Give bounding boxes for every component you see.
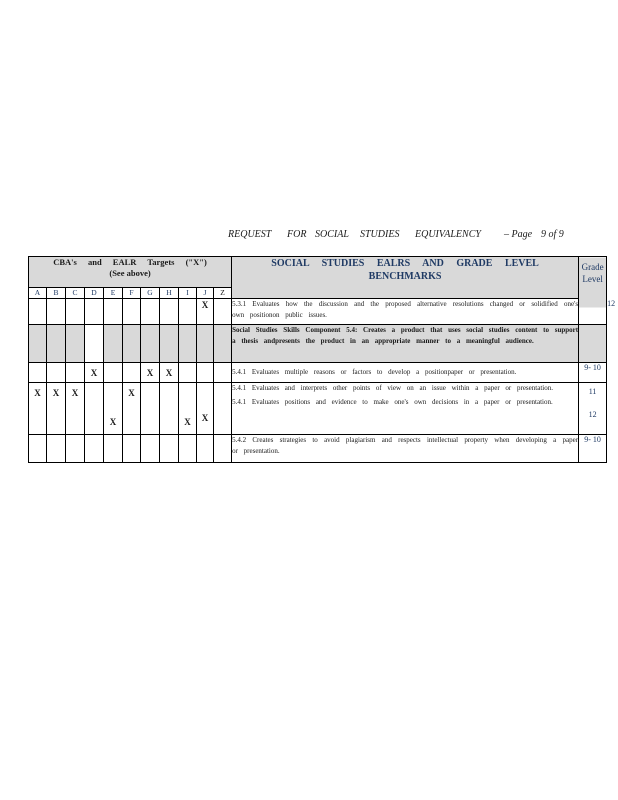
target-mark: X xyxy=(197,299,214,325)
target-mark: X xyxy=(29,383,47,435)
grade-level: 9- 10 xyxy=(579,363,607,383)
target-letter: I xyxy=(179,288,197,299)
grade-level-pair xyxy=(579,383,607,435)
target-mark: X xyxy=(66,383,85,435)
target-letter: G xyxy=(141,288,160,299)
target-mark: X xyxy=(123,383,141,435)
grade-level: 12 xyxy=(588,410,597,419)
skills-component-text: Social Studies Skills Component 5.4: Creates a product that uses social studies content to support a thesis andpresents the product in an appropriate manner to a meaningful audience. xyxy=(232,326,579,345)
title-word: FOR xyxy=(287,229,307,240)
benchmarks-header xyxy=(232,257,579,299)
target-letter: H xyxy=(160,288,179,299)
target-mark: X xyxy=(47,383,66,435)
target-mark: X xyxy=(104,383,123,435)
title-word: STUDIES xyxy=(360,229,400,240)
title-word: REQUEST xyxy=(228,229,272,240)
target-mark: X xyxy=(160,363,179,383)
target-letter: E xyxy=(104,288,123,299)
benchmark-text xyxy=(232,363,579,383)
target-letter: J xyxy=(197,288,214,299)
target-letter: Z xyxy=(214,288,232,299)
page-title xyxy=(228,229,568,245)
benchmark-text xyxy=(232,299,579,325)
grade-level: 9- 10 xyxy=(579,435,607,463)
benchmark-5-4-2: 5.4.2 Creates strategies to avoid plagiarism and respects intellectual property when developing a paper or presentation. xyxy=(232,436,579,455)
skills-component xyxy=(232,325,579,363)
target-letter: B xyxy=(47,288,66,299)
target-mark: X xyxy=(179,383,197,435)
title-word: SOCIAL xyxy=(315,229,349,240)
benchmark-5-4-1-b: 5.4.1 Evaluates and interprets other points of view on an issue within a paper or presentation. xyxy=(232,384,553,392)
page-label: – Page xyxy=(504,229,533,240)
target-letter: A xyxy=(29,288,47,299)
cba-header-line1: CBA's and EALR Targets ("X") xyxy=(53,257,207,267)
cba-header xyxy=(29,257,232,288)
target-mark: X xyxy=(85,363,104,383)
grade-header-line1: Grade xyxy=(581,262,604,272)
target-mark: X xyxy=(141,363,160,383)
grade-level: 11 xyxy=(588,387,597,396)
target-letter: D xyxy=(85,288,104,299)
equivalency-table: CBA's and EALR Targets ("X") (See above) SOCIAL STUDIES EALRS AND GRADE LEVEL BENCHMARKS Grade Level A B C D E F G H I J Z X 5.3.1 Evaluates how the discussion and the proposed alternative resolutions changed or solidified one's own positionon public issues. 12 Social Studies Skills Component 5.4: Creates a product that uses social studies content to support a thesis andpresents the product in an appropriate manner to a meaningful audience. X X X 5.4.1 Evaluates multiple reasons or factors to develop a positionpaper or presentation. 9- 10 X X X X X X X 5.4.1 Evaluates and interprets other points of view on an issue within a paper or presentation. 5.4.1 Evaluates positions and evidence to make one's own decisions in a paper or presentation. 11 12 5.4.2 Creates strategies to avoid plagiarism and respects intellectual property when developing a paper or presentation. 9- 10 xyxy=(28,256,607,463)
cba-header-line2: (See above) xyxy=(109,268,151,278)
benchmark-text xyxy=(232,383,579,435)
benchmark-5-3-1: 5.3.1 Evaluates how the discussion and the proposed alternative resolutions changed or solidified one's own positionon public issues. xyxy=(232,300,579,319)
grade-level-header xyxy=(579,257,607,325)
benchmark-text xyxy=(232,435,579,463)
benchmarks-header-line2: BENCHMARKS xyxy=(368,271,442,282)
target-mark: X xyxy=(197,383,214,435)
benchmarks-header-line1: SOCIAL STUDIES EALRS AND GRADE LEVEL xyxy=(271,258,539,269)
target-letter: C xyxy=(66,288,85,299)
title-word: EQUIVALENCY xyxy=(415,229,481,240)
benchmark-5-4-1-a: 5.4.1 Evaluates multiple reasons or factors to develop a positionpaper or presentation. xyxy=(232,368,517,376)
benchmark-5-4-1-c: 5.4.1 Evaluates positions and evidence to make one's own decisions in a paper or presentation. xyxy=(232,398,553,406)
target-letter: F xyxy=(123,288,141,299)
page-number: 9 of 9 xyxy=(541,229,564,240)
grade-header-line2: Level xyxy=(582,274,603,284)
